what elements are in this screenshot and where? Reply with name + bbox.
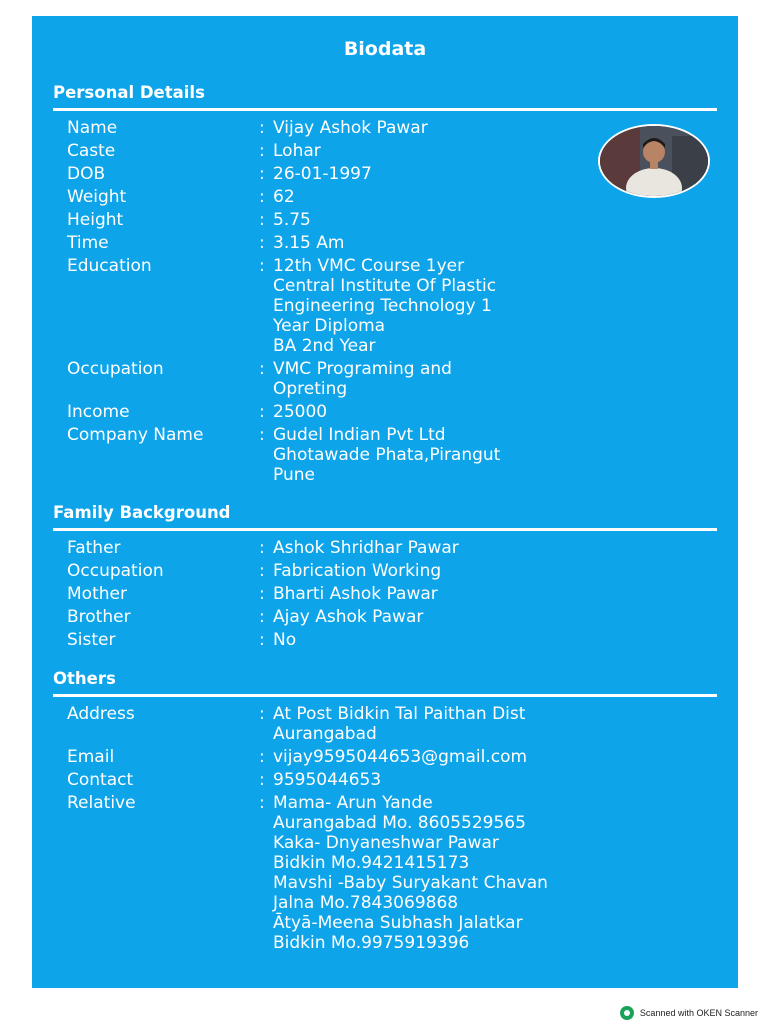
- detail-colon: :: [259, 164, 265, 184]
- detail-value: Gudel Indian Pvt Ltd: [273, 425, 446, 445]
- detail-value: Year Diploma: [273, 316, 386, 336]
- detail-label: Relative: [67, 793, 136, 813]
- person-photo-icon: [600, 126, 708, 196]
- detail-value: VMC Programing and: [273, 359, 452, 379]
- section-others-heading: Others: [53, 669, 116, 688]
- detail-value: Jalna Mo.7843069868: [273, 893, 459, 913]
- detail-value: vijay9595044653@gmail.com: [273, 747, 528, 767]
- detail-label: Email: [67, 747, 115, 767]
- section-family-heading: Family Background: [53, 503, 231, 522]
- detail-label: Weight: [67, 187, 127, 207]
- detail-value: Pune: [273, 465, 315, 485]
- detail-value: Opreting: [273, 379, 348, 399]
- biodata-card: [32, 16, 738, 988]
- detail-value: Engineering Technology 1: [273, 296, 492, 316]
- detail-value: Mama- Arun Yande: [273, 793, 433, 813]
- detail-value: Bharti Ashok Pawar: [273, 584, 438, 604]
- detail-label: Company Name: [67, 425, 204, 445]
- detail-colon: :: [259, 630, 265, 650]
- detail-colon: :: [259, 584, 265, 604]
- detail-colon: :: [259, 233, 265, 253]
- detail-label: Time: [67, 233, 109, 253]
- section-divider: [53, 108, 717, 111]
- detail-label: Income: [67, 402, 130, 422]
- detail-label: Name: [67, 118, 118, 138]
- detail-value: 5.75: [273, 210, 311, 230]
- detail-label: Contact: [67, 770, 134, 790]
- detail-value: 62: [273, 187, 295, 207]
- detail-colon: :: [259, 704, 265, 724]
- detail-label: Education: [67, 256, 152, 276]
- detail-label: DOB: [67, 164, 106, 184]
- detail-value: 9595044653: [273, 770, 382, 790]
- profile-photo: [598, 124, 710, 198]
- detail-colon: :: [259, 402, 265, 422]
- detail-colon: :: [259, 210, 265, 230]
- section-divider: [53, 528, 717, 531]
- detail-label: Occupation: [67, 561, 164, 581]
- detail-value: 12th VMC Course 1yer: [273, 256, 465, 276]
- detail-value: 25000: [273, 402, 328, 422]
- detail-value: Ashok Shridhar Pawar: [273, 538, 459, 558]
- section-divider: [53, 694, 717, 697]
- detail-colon: :: [259, 141, 265, 161]
- detail-value: Aurangabad: [273, 724, 377, 744]
- detail-colon: :: [259, 538, 265, 558]
- detail-label: Occupation: [67, 359, 164, 379]
- detail-value: Vijay Ashok Pawar: [273, 118, 428, 138]
- detail-colon: :: [259, 747, 265, 767]
- scanner-footer: [620, 1006, 758, 1020]
- detail-colon: :: [259, 561, 265, 581]
- detail-value: Lohar: [273, 141, 321, 161]
- detail-label: Height: [67, 210, 124, 230]
- detail-label: Caste: [67, 141, 116, 161]
- detail-value: Ātyā-Meena Subhash Jalatkar: [273, 913, 523, 933]
- detail-value: BA 2nd Year: [273, 336, 376, 356]
- detail-label: Address: [67, 704, 135, 724]
- scanner-footer-text: Scanned with OKEN Scanner: [639, 1008, 758, 1018]
- detail-value: Kaka- Dnyaneshwar Pawar: [273, 833, 499, 853]
- detail-label: Father: [67, 538, 121, 558]
- detail-colon: :: [259, 425, 265, 445]
- detail-value: Fabrication Working: [273, 561, 442, 581]
- detail-colon: :: [259, 256, 265, 276]
- detail-label: Brother: [67, 607, 131, 627]
- detail-colon: :: [259, 793, 265, 813]
- detail-colon: :: [259, 187, 265, 207]
- detail-value: Aurangabad Mo. 8605529565: [273, 813, 526, 833]
- scanner-logo-icon: [620, 1006, 634, 1020]
- detail-label: Mother: [67, 584, 127, 604]
- detail-value: Mavshi -Baby Suryakant Chavan: [273, 873, 548, 893]
- detail-label: Sister: [67, 630, 116, 650]
- detail-colon: :: [259, 359, 265, 379]
- detail-value: Bidkin Mo.9421415173: [273, 853, 470, 873]
- detail-colon: :: [259, 607, 265, 627]
- detail-value: Ajay Ashok Pawar: [273, 607, 424, 627]
- detail-value: 26-01-1997: [273, 164, 372, 184]
- detail-value: 3.15 Am: [273, 233, 345, 253]
- section-personal-heading: Personal Details: [53, 83, 205, 102]
- detail-value: Bidkin Mo.9975919396: [273, 933, 470, 953]
- detail-value: At Post Bidkin Tal Paithan Dist: [273, 704, 526, 724]
- page-title: Biodata: [343, 38, 427, 60]
- detail-colon: :: [259, 770, 265, 790]
- detail-value: Central Institute Of Plastic: [273, 276, 497, 296]
- detail-value: Ghotawade Phata,Pirangut: [273, 445, 501, 465]
- detail-colon: :: [259, 118, 265, 138]
- detail-value: No: [273, 630, 297, 650]
